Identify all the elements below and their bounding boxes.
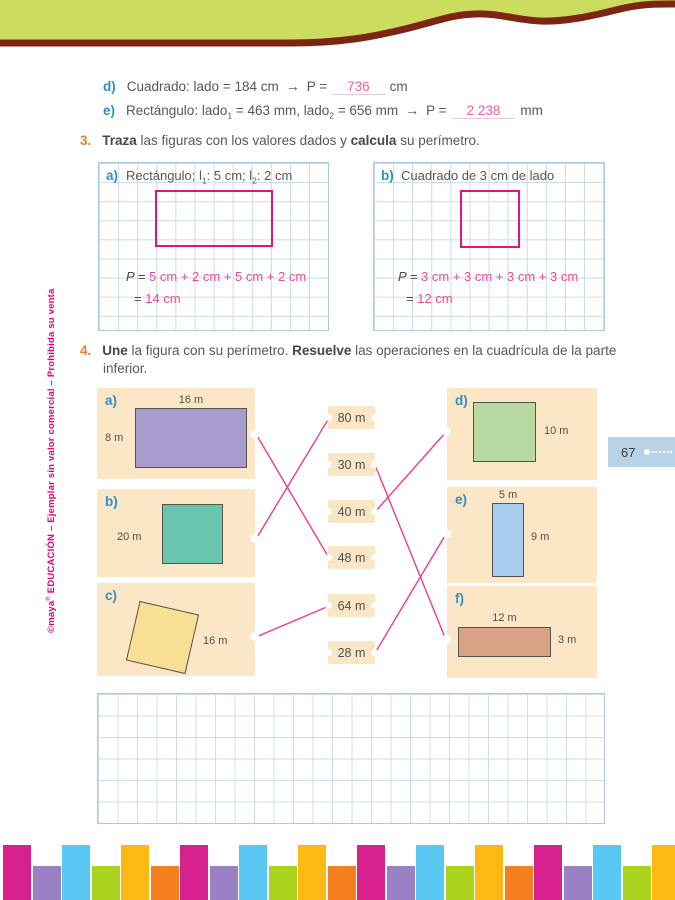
connector-dot bbox=[325, 649, 332, 656]
connector-dot bbox=[371, 602, 378, 609]
dim-right: 10 m bbox=[544, 425, 569, 437]
publisher-imprint bbox=[46, 289, 57, 633]
equals-sign: = bbox=[134, 291, 142, 306]
figure-f[interactable] bbox=[447, 586, 597, 678]
footer-block bbox=[623, 866, 651, 900]
arrow-icon: → bbox=[405, 102, 420, 118]
equation-text: 3 cm + 3 cm + 3 cm + 3 cm bbox=[421, 269, 579, 284]
match-line-b-80 bbox=[256, 418, 329, 539]
tag-label: 30 m bbox=[337, 457, 366, 472]
footer-block bbox=[534, 845, 562, 900]
row-e-p: P = bbox=[426, 103, 447, 118]
perimeter-tag-64[interactable] bbox=[328, 594, 375, 617]
footer-color-band bbox=[3, 844, 675, 900]
exercise-3-number: 3. bbox=[80, 133, 92, 148]
match-line-28-e bbox=[375, 534, 446, 653]
footer-block bbox=[446, 866, 474, 900]
exercise-4-statement bbox=[80, 343, 616, 358]
dim-top: 12 m bbox=[492, 612, 517, 624]
exercise-row-d bbox=[103, 78, 408, 94]
dim-right: 9 m bbox=[531, 531, 550, 543]
figure-d-label: d) bbox=[455, 393, 468, 408]
top-decoration bbox=[0, 0, 675, 60]
footer-block bbox=[239, 845, 267, 900]
exercise-3-end: su perímetro. bbox=[396, 133, 480, 148]
row-e-label: e) bbox=[103, 103, 116, 118]
box-b-label: b) bbox=[381, 168, 394, 183]
dim-top: 5 m bbox=[498, 489, 518, 501]
figure-a-label: a) bbox=[105, 393, 118, 408]
footer-block bbox=[328, 866, 356, 900]
figure-f-label: f) bbox=[455, 591, 464, 606]
exercise-row-e bbox=[103, 102, 543, 121]
footer-block bbox=[505, 866, 533, 900]
connector-dot bbox=[371, 414, 378, 421]
rectangle-shape bbox=[135, 408, 247, 468]
dim-left: 20 m bbox=[117, 531, 142, 543]
tag-label: 80 m bbox=[337, 410, 366, 425]
draw-grid-a[interactable] bbox=[98, 162, 329, 331]
box-a-label: a) bbox=[106, 168, 119, 183]
drawn-rectangle bbox=[155, 190, 273, 247]
connector-dot bbox=[250, 534, 259, 543]
row-e-text3: = 656 mm bbox=[334, 103, 399, 118]
exercise-3-bold1: Traza bbox=[102, 133, 137, 148]
dim-right: 3 m bbox=[558, 634, 577, 646]
connector-dot bbox=[442, 427, 451, 436]
exercise-4-mid: la figura con su perímetro. bbox=[127, 343, 293, 358]
box-b-equation bbox=[398, 269, 578, 284]
exercise-3-statement bbox=[80, 133, 480, 148]
figure-d[interactable] bbox=[447, 388, 597, 480]
row-d-p: P = bbox=[306, 79, 328, 94]
draw-grid-b[interactable] bbox=[373, 162, 605, 331]
row-e-answer[interactable]: 2 238 bbox=[452, 103, 516, 119]
footer-block bbox=[387, 866, 415, 900]
result-text: 14 cm bbox=[145, 291, 181, 306]
footer-block bbox=[298, 845, 326, 900]
footer-block bbox=[269, 866, 297, 900]
footer-block bbox=[652, 845, 675, 900]
tag-label: 28 m bbox=[337, 645, 366, 660]
connector-dot bbox=[325, 461, 332, 468]
connector-dot bbox=[442, 529, 451, 538]
connector-dot bbox=[371, 508, 378, 515]
footer-block bbox=[33, 866, 61, 900]
tag-label: 64 m bbox=[337, 598, 366, 613]
equation-text: 5 cm + 2 cm + 5 cm + 2 cm bbox=[149, 269, 307, 284]
footer-block bbox=[151, 866, 179, 900]
publisher-logo: ©maya bbox=[46, 600, 58, 633]
footer-block bbox=[3, 845, 31, 900]
figure-c-label: c) bbox=[105, 588, 118, 603]
figure-b[interactable] bbox=[97, 489, 255, 577]
rectangle-shape bbox=[492, 503, 524, 577]
row-d-label: d) bbox=[103, 79, 116, 94]
work-grid[interactable] bbox=[97, 693, 605, 824]
row-e-unit: mm bbox=[520, 103, 543, 118]
tab-dotted-line bbox=[652, 451, 672, 453]
footer-block bbox=[210, 866, 238, 900]
box-b-title: Cuadrado de 3 cm de lado bbox=[401, 168, 555, 183]
tag-label: 40 m bbox=[337, 504, 366, 519]
footer-block bbox=[593, 845, 621, 900]
rotated-square-shape bbox=[126, 601, 199, 674]
result-text: 12 cm bbox=[417, 291, 453, 306]
perimeter-tag-48[interactable] bbox=[328, 546, 375, 569]
tab-dot-icon bbox=[644, 449, 650, 455]
connector-dot bbox=[371, 554, 378, 561]
dim-right: 16 m bbox=[203, 635, 228, 647]
connector-dot bbox=[325, 414, 332, 421]
match-line-40-d bbox=[375, 432, 446, 512]
figure-b-label: b) bbox=[105, 494, 118, 509]
exercise-3-bold2: calcula bbox=[350, 133, 397, 148]
dim-top: 16 m bbox=[178, 394, 204, 406]
row-d-unit: cm bbox=[389, 79, 408, 94]
footer-block bbox=[475, 845, 503, 900]
perimeter-tag-30[interactable] bbox=[328, 453, 375, 476]
imprint-text: EDUCACIÓN – Ejemplar sin valor comercial – Prohibida su venta bbox=[46, 288, 58, 597]
drawn-square bbox=[460, 190, 520, 248]
connector-dot bbox=[250, 632, 259, 641]
row-e-text1: Rectángulo: lado bbox=[126, 103, 228, 118]
box-a-title: Rectángulo; $l_1$: 5 cm; $l_2$: 2 cm bbox=[126, 168, 293, 186]
exercise-4-end: las operaciones en la cuadrícula de la parte bbox=[351, 343, 617, 358]
tag-label: 48 m bbox=[337, 550, 366, 565]
row-e-text2: = 463 mm, lado bbox=[232, 103, 330, 118]
row-e-sub1: 1 bbox=[227, 110, 233, 121]
page-number-tab bbox=[608, 437, 675, 467]
square-shape bbox=[473, 402, 536, 462]
connector-dot bbox=[442, 635, 451, 644]
figure-e-label: e) bbox=[455, 492, 468, 507]
figure-c[interactable] bbox=[97, 583, 255, 676]
figure-e[interactable] bbox=[447, 487, 597, 583]
box-b-result bbox=[406, 291, 453, 306]
exercise-4-bold1: Une bbox=[102, 343, 128, 358]
exercise-4-number: 4. bbox=[80, 343, 92, 358]
match-line-c-64 bbox=[256, 606, 329, 637]
square-shape bbox=[162, 504, 223, 564]
p-label: P = bbox=[126, 269, 146, 284]
connector-dot bbox=[325, 554, 332, 561]
perimeter-tag-28[interactable] bbox=[328, 641, 375, 664]
footer-block bbox=[92, 866, 120, 900]
footer-block bbox=[180, 845, 208, 900]
row-d-text: Cuadrado: lado = 184 cm bbox=[126, 79, 279, 94]
rectangle-shape bbox=[458, 627, 551, 657]
exercise-4-line2: inferior. bbox=[103, 361, 148, 376]
row-d-answer[interactable]: 736 bbox=[332, 79, 385, 95]
figure-a[interactable] bbox=[97, 388, 255, 479]
perimeter-tag-40[interactable] bbox=[328, 500, 375, 523]
box-a-equation bbox=[126, 269, 306, 284]
footer-block bbox=[357, 845, 385, 900]
connector-dot bbox=[371, 649, 378, 656]
connector-dot bbox=[325, 602, 332, 609]
match-line-30-f bbox=[375, 465, 446, 640]
connector-dot bbox=[371, 461, 378, 468]
exercise-4-bold2: Resuelve bbox=[292, 343, 352, 358]
p-label: P = bbox=[398, 269, 418, 284]
page-number: 67 bbox=[621, 444, 636, 460]
arrow-icon: → bbox=[285, 78, 300, 94]
footer-block bbox=[564, 866, 592, 900]
exercise-3-mid: las figuras con los valores dados y bbox=[136, 133, 351, 148]
registered-icon: ® bbox=[46, 596, 52, 601]
connector-dot bbox=[250, 430, 259, 439]
match-line-a-48 bbox=[256, 434, 329, 558]
perimeter-tag-80[interactable] bbox=[328, 406, 375, 429]
connector-dot bbox=[325, 508, 332, 515]
footer-block bbox=[416, 845, 444, 900]
equals-sign: = bbox=[406, 291, 414, 306]
box-a-result bbox=[134, 291, 181, 306]
footer-block bbox=[121, 845, 149, 900]
row-e-sub2: 2 bbox=[329, 110, 334, 121]
dim-left: 8 m bbox=[105, 432, 124, 444]
footer-block bbox=[62, 845, 90, 900]
